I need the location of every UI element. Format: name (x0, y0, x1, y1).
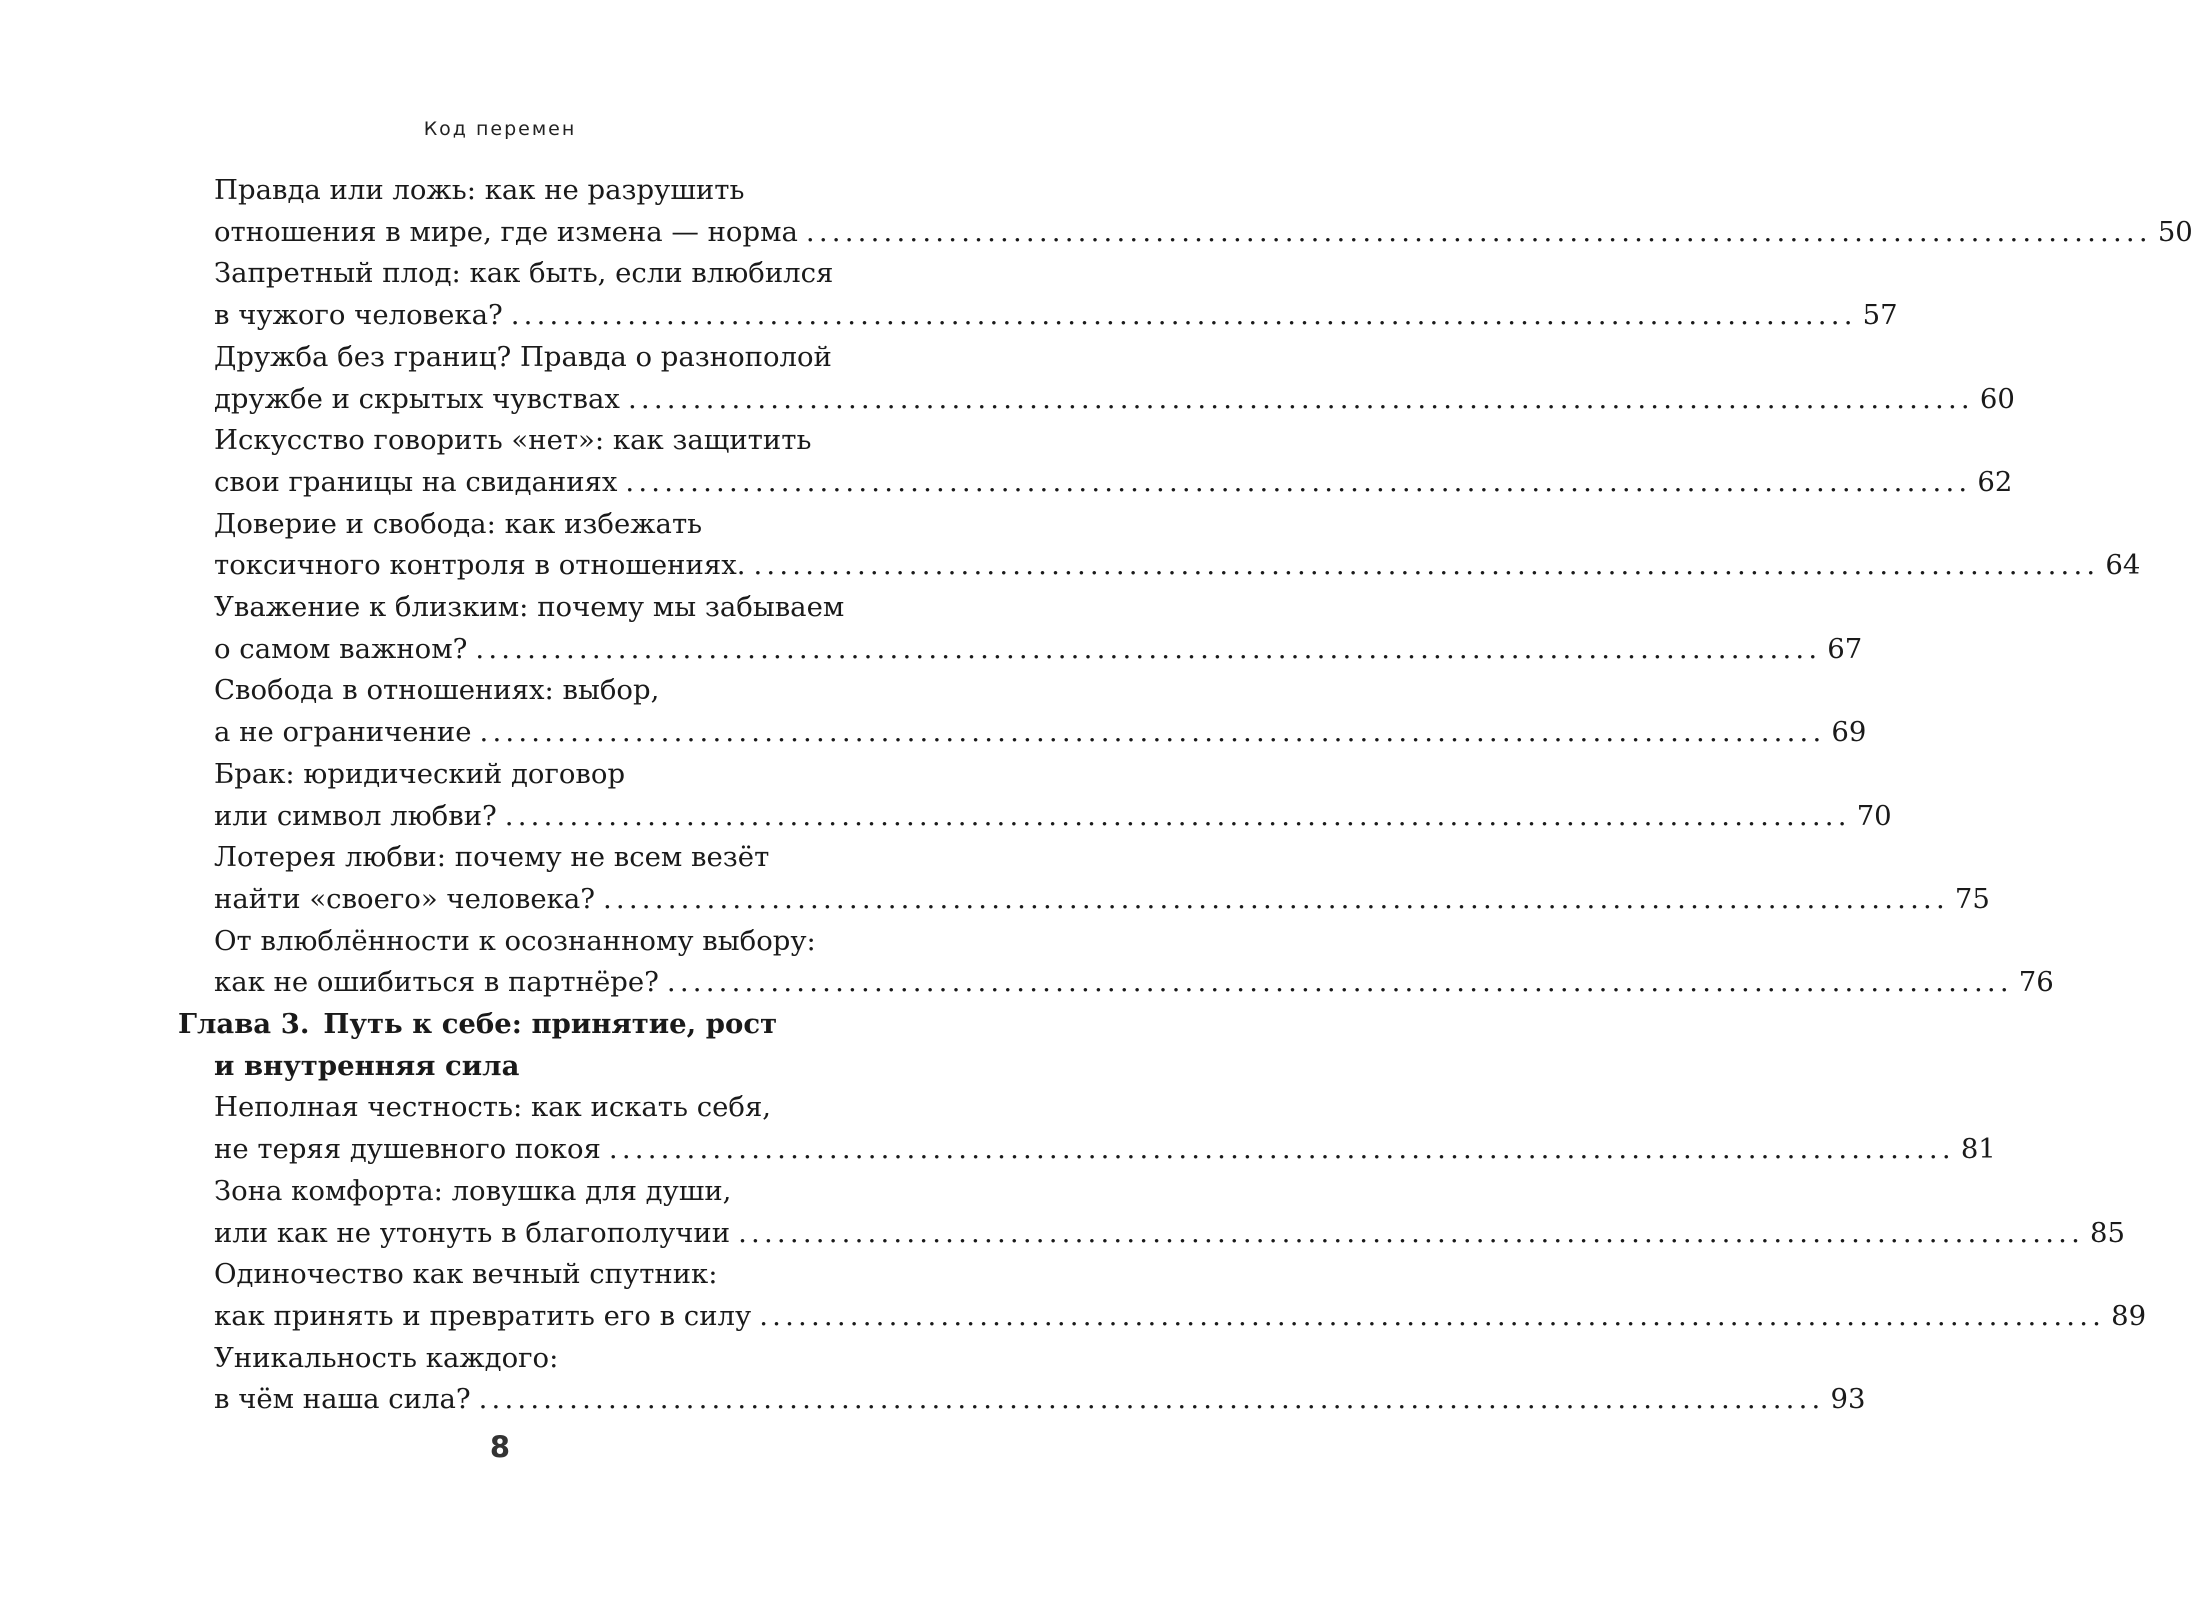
toc-entry-title-line1: Уважение к близким: почему мы забываем (214, 591, 845, 624)
leader-dots: ........................................................................................................ (759, 1299, 2106, 1332)
toc-entry[interactable] (214, 170, 2193, 253)
toc-entry[interactable] (214, 337, 2015, 420)
toc-entry-title-line1: Дружба без границ? Правда о разнополой (214, 340, 832, 373)
leader-dots: ........................................................................................................ (608, 1133, 1955, 1166)
leader-dots: ........................................................................................................ (478, 1383, 1825, 1416)
toc-entry-title-line2: или как не утонуть в благополучии (214, 1216, 731, 1249)
toc-entry-title-line2: свои границы на свиданиях (214, 465, 618, 498)
toc-entry[interactable] (214, 1087, 1996, 1170)
leader-dots: ........................................................................................................ (504, 799, 1851, 832)
toc-entry-title-line1: Доверие и свобода: как избежать (214, 507, 703, 540)
toc-entry-title-line1: Неполная честность: как искать себя, (214, 1091, 772, 1124)
toc-entry[interactable] (214, 420, 2013, 503)
toc-entry-title-line1: Запретный плод: как быть, если влюбился (214, 257, 834, 290)
page-number: 8 (489, 1430, 511, 1464)
toc-entry-page: 89 (2111, 1299, 2147, 1332)
leader-dots: ........................................................................................................ (510, 299, 1857, 332)
toc-entry-title-line1: Одиночество как вечный спутник: (214, 1258, 718, 1291)
toc-entry-page: 57 (1862, 299, 1898, 332)
running-head-title: Код перемен (423, 118, 577, 140)
leader-dots: ........................................................................................................ (666, 966, 2013, 999)
toc-entry[interactable] (214, 1338, 1866, 1421)
toc-entry-title-line1: От влюблённости к осознанному выбору: (214, 924, 816, 957)
toc-entry[interactable] (214, 837, 1990, 920)
chapter-number: Глава 3. (178, 1008, 310, 1041)
leader-dots: ........................................................................................................ (805, 215, 2152, 248)
toc-entry-page: 85 (2090, 1216, 2126, 1249)
toc-entry-title-line2: как принять и превратить его в силу (214, 1299, 752, 1332)
toc-entry-title-line1: Искусство говорить «нет»: как защитить (214, 424, 812, 457)
toc-entry-page: 75 (1954, 882, 1990, 915)
toc-entry-title-line1: Уникальность каждого: (214, 1341, 559, 1374)
toc-entry-title-line1: Лотерея любви: почему не всем везёт (214, 841, 770, 874)
chapter-heading[interactable] (0, 1004, 1000, 1087)
toc-entry[interactable] (214, 587, 1863, 670)
toc-entry[interactable] (214, 921, 2054, 1004)
toc-entry[interactable] (214, 1171, 2126, 1254)
leader-dots: ........................................................................................................ (627, 382, 1974, 415)
toc-entry-page: 62 (1977, 465, 2013, 498)
chapter-title-line2: и внутренняя сила (214, 1049, 520, 1082)
toc-entry-page: 93 (1830, 1383, 1866, 1416)
leader-dots: ........................................................................................................ (479, 716, 1826, 749)
toc-entry-title-line2: в чём наша сила? (214, 1383, 471, 1416)
toc-entry[interactable] (214, 1254, 2147, 1337)
leader-dots: ........................................................................................................ (475, 632, 1822, 665)
toc-entry-title-line2: о самом важном? (214, 632, 468, 665)
toc-entry-title-line2: дружбе и скрытых чувствах (214, 382, 620, 415)
toc-entry-title-line2: или символ любви? (214, 799, 497, 832)
leader-dots: ........................................................................................................ (602, 882, 1949, 915)
toc-entry-page: 60 (1979, 382, 2015, 415)
toc-entry-title-line2: в чужого человека? (214, 299, 503, 332)
toc-entry-page: 50 (2157, 215, 2193, 248)
toc-entry[interactable] (214, 754, 1892, 837)
toc-entry-page: 67 (1827, 632, 1863, 665)
toc-entry-title-line1: Правда или ложь: как не разрушить (214, 174, 745, 206)
toc-entry-title-line2: а не ограничение (214, 716, 472, 749)
chapter-title-line1: Путь к себе: принятие, рост (323, 1008, 778, 1041)
toc-entry-page: 81 (1960, 1133, 1996, 1166)
toc-entry-page: 69 (1831, 716, 1867, 749)
toc-entry-title-line2: не теряя душевного покоя (214, 1133, 601, 1166)
toc-entry[interactable] (214, 670, 1867, 753)
toc-entry[interactable] (214, 504, 2141, 587)
toc-entry-title-line2: найти «своего» человека? (214, 882, 595, 915)
toc-entry-page: 70 (1856, 799, 1892, 832)
leader-dots: ........................................................................................................ (753, 549, 2100, 582)
toc-entry-title-line1: Брак: юридический договор (214, 757, 626, 790)
toc-entry-title-line2: как не ошибиться в партнёре? (214, 966, 659, 999)
toc-entry-title-line2: отношения в мире, где измена — норма (214, 215, 798, 248)
table-of-contents (0, 170, 2193, 1421)
toc-entry-page: 64 (2105, 549, 2141, 582)
toc-entry-title-line2: токсичного контроля в отношениях. (214, 549, 746, 582)
toc-entry-title-line1: Свобода в отношениях: выбор, (214, 674, 660, 707)
toc-entry-page: 76 (2018, 966, 2054, 999)
toc-entry-title-line1: Зона комфорта: ловушка для души, (214, 1174, 732, 1207)
leader-dots: ........................................................................................................ (738, 1216, 2085, 1249)
toc-entry[interactable] (214, 253, 1898, 336)
leader-dots: ........................................................................................................ (625, 465, 1972, 498)
